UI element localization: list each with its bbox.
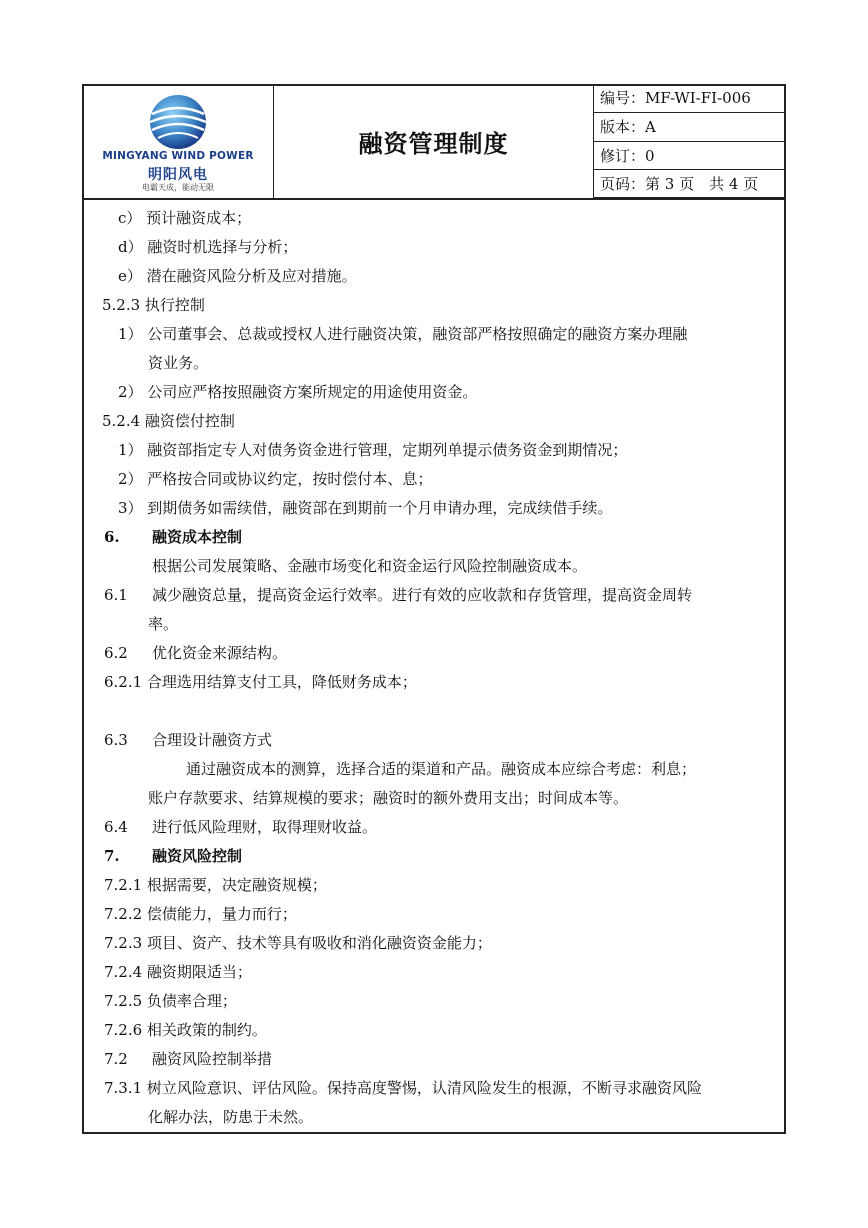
section-heading: 融资风险控制 — [152, 847, 243, 865]
section-number: 6. — [104, 528, 120, 546]
title-cell — [274, 84, 594, 199]
body-line: 化解办法，防患于未然。 — [148, 1108, 314, 1126]
body-line: 优化资金来源结构。 — [152, 644, 288, 662]
doc-code: 编号：MF-WI-FI-006 — [594, 84, 786, 113]
section-heading: 融资成本控制 — [152, 528, 243, 546]
body-line: 2） 严格按合同或协议约定，按时偿付本、息； — [118, 470, 433, 488]
section-number: 6.1 — [104, 586, 128, 604]
body-line: 7.2.5 负债率合理； — [104, 992, 237, 1010]
body-line: 通过融资成本的测算，选择合适的渠道和产品。融资成本应综合考虑：利息； — [186, 760, 697, 778]
section-number: 7. — [104, 847, 120, 865]
body-line: 1） 融资部指定专人对债务资金进行管理，定期列单提示债务资金到期情况； — [118, 441, 628, 459]
body-line: 合理设计融资方式 — [152, 731, 273, 749]
document-meta — [594, 84, 786, 199]
body-line: 率。 — [148, 615, 179, 633]
doc-page-number: 页码：第 3 页 共 4 页 — [594, 170, 786, 199]
body-line: 1） 公司董事会、总裁或授权人进行融资决策，融资部严格按照确定的融资方案办理融 — [118, 325, 688, 343]
body-line: 账户存款要求、结算规模的要求；融资时的额外费用支出；时间成本等。 — [148, 789, 629, 807]
body-line: 3） 到期债务如需续借，融资部在到期前一个月申请办理，完成续借手续。 — [118, 499, 613, 517]
doc-revision: 修订：0 — [594, 142, 786, 171]
body-line: 根据公司发展策略、金融市场变化和资金运行风险控制融资成本。 — [152, 557, 588, 575]
doc-version: 版本：A — [594, 113, 786, 142]
body-line: c） 预计融资成本； — [118, 209, 252, 227]
globe-logo-icon — [134, 92, 222, 152]
body-line: 7.3.1 树立风险意识、评估风险。保持高度警惕，认清风险发生的根源，不断寻求融资风险 — [104, 1079, 702, 1097]
logo-english-text: MINGYANG WIND POWER — [102, 150, 254, 162]
body-line: 2） 公司应严格按照融资方案所规定的用途使用资金。 — [118, 383, 478, 401]
company-logo — [82, 84, 274, 199]
body-line: 7.2.2 偿债能力，量力而行； — [104, 905, 297, 923]
document-title: 融资管理制度 — [358, 130, 509, 158]
body-line: 进行低风险理财，取得理财收益。 — [152, 818, 378, 836]
body-line: 7.2.4 融资期限适当； — [104, 963, 252, 981]
section-heading: 5.2.3 执行控制 — [102, 296, 205, 314]
section-number: 6.4 — [104, 818, 128, 836]
body-line: 7.2.6 相关政策的制约。 — [104, 1021, 267, 1039]
section-heading: 5.2.4 融资偿付控制 — [102, 412, 235, 430]
document-header — [82, 84, 786, 199]
body-line: 减少融资总量，提高资金运行效率。进行有效的应收款和存货管理，提高资金周转 — [152, 586, 693, 604]
body-line: 6.2.1 合理选用结算支付工具，降低财务成本； — [104, 673, 417, 691]
body-line: e） 潜在融资风险分析及应对措施。 — [118, 267, 357, 285]
body-line: d） 融资时机选择与分析； — [118, 238, 298, 256]
body-line: 7.2.3 项目、资产、技术等具有吸收和消化融资资金能力； — [104, 934, 492, 952]
section-number: 6.2 — [104, 644, 128, 662]
body-line: 资业务。 — [148, 354, 209, 372]
body-line: 7.2.1 根据需要，决定融资规模； — [104, 876, 327, 894]
logo-slogan: 电霸天成，能动无限 — [142, 183, 214, 192]
header-divider — [82, 198, 786, 200]
body-line: 融资风险控制举措 — [152, 1050, 273, 1068]
section-number: 6.3 — [104, 731, 128, 749]
section-number: 7.2 — [104, 1050, 128, 1068]
logo-chinese-text: 明阳风电 — [148, 167, 208, 183]
